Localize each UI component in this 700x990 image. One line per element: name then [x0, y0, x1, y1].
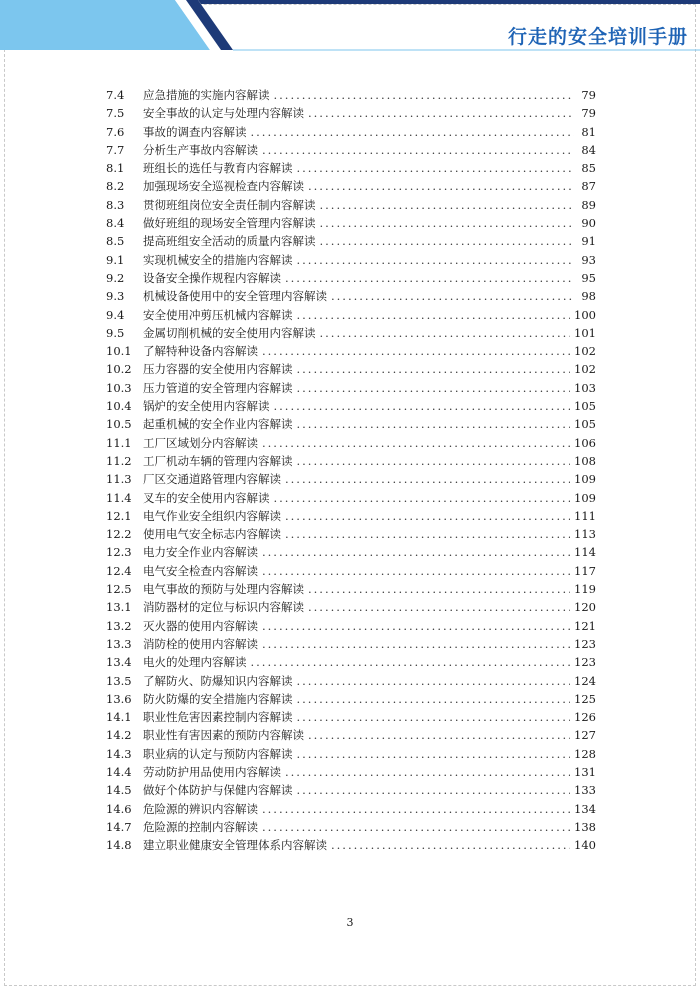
- toc-entry-page: 108: [574, 453, 596, 468]
- toc-entry-page: 95: [581, 270, 596, 285]
- toc-entry-title: 电火的处理内容解读: [143, 655, 247, 670]
- toc-entry-page: 105: [574, 417, 596, 432]
- toc-entry-title: 班组长的选任与教育内容解读: [143, 161, 293, 176]
- toc-entry-number: 14.6: [106, 801, 132, 816]
- toc-entry-number: 13.3: [106, 636, 132, 651]
- toc-entry-title: 消防器材的定位与标识内容解读: [143, 600, 304, 615]
- toc-entry-number: 8.1: [106, 161, 125, 176]
- toc-entry-number: 10.4: [106, 399, 132, 414]
- toc-entry-title: 危险源的控制内容解读: [143, 819, 258, 834]
- toc-entry-page: 84: [581, 142, 596, 157]
- toc-entry-title: 建立职业健康安全管理体系内容解读: [143, 838, 327, 853]
- toc-entry-page: 111: [574, 508, 596, 523]
- toc-entry[interactable]: [106, 617, 596, 635]
- toc-entry-page: 101: [574, 325, 596, 340]
- toc-entry-number: 13.4: [106, 655, 132, 670]
- toc-entry-page: 120: [574, 600, 596, 615]
- toc-dot-leader: [262, 635, 570, 653]
- toc-entry[interactable]: [106, 763, 596, 781]
- toc-entry[interactable]: [106, 708, 596, 726]
- toc-entry-title: 贯彻班组岗位安全责任制内容解读: [143, 197, 316, 212]
- toc-entry-title: 设备安全操作规程内容解读: [143, 270, 281, 285]
- toc-entry-page: 90: [581, 216, 596, 231]
- toc-entry-number: 7.7: [106, 142, 125, 157]
- toc-dot-leader: [262, 543, 570, 561]
- toc-entry-page: 117: [574, 563, 596, 578]
- toc-entry-page: 89: [581, 197, 596, 212]
- toc-dot-leader: [274, 489, 571, 507]
- toc-entry-page: 109: [574, 472, 596, 487]
- toc-entry[interactable]: [106, 653, 596, 671]
- toc-entry-number: 14.4: [106, 764, 132, 779]
- toc-entry-title: 压力管道的安全管理内容解读: [143, 380, 293, 395]
- toc-entry[interactable]: [106, 800, 596, 818]
- toc-dot-leader: [308, 104, 574, 122]
- toc-entry-page: 113: [574, 527, 596, 542]
- toc-entry[interactable]: [106, 342, 596, 360]
- toc-entry[interactable]: [106, 836, 596, 854]
- toc-entry-number: 12.1: [106, 508, 132, 523]
- toc-entry-title: 电气事故的预防与处理内容解读: [143, 582, 304, 597]
- toc-dot-leader: [285, 470, 570, 488]
- toc-dot-leader: [308, 177, 574, 195]
- toc-entry-title: 电力安全作业内容解读: [143, 545, 258, 560]
- toc-entry-page: 91: [581, 234, 596, 249]
- toc-entry[interactable]: [106, 580, 596, 598]
- toc-entry[interactable]: [106, 141, 596, 159]
- toc-entry-title: 劳动防护用品使用内容解读: [143, 764, 281, 779]
- toc-entry[interactable]: [106, 672, 596, 690]
- toc-entry[interactable]: [106, 379, 596, 397]
- toc-dot-leader: [331, 287, 574, 305]
- toc-entry-number: 8.2: [106, 179, 125, 194]
- toc-dot-leader: [285, 763, 570, 781]
- toc-entry-title: 灭火器的使用内容解读: [143, 618, 258, 633]
- toc-entry-page: 98: [581, 289, 596, 304]
- toc-dot-leader: [262, 342, 570, 360]
- toc-entry-title: 职业性危害因素控制内容解读: [143, 710, 293, 725]
- toc-dot-leader: [251, 123, 575, 141]
- toc-entry-page: 140: [574, 838, 596, 853]
- toc-entry-title: 工厂机动车辆的管理内容解读: [143, 453, 293, 468]
- toc-dot-leader: [262, 434, 570, 452]
- toc-entry-number: 10.5: [106, 417, 132, 432]
- toc-dot-leader: [262, 818, 570, 836]
- toc-entry-page: 79: [581, 88, 596, 102]
- toc-dot-leader: [297, 251, 575, 269]
- toc-dot-leader: [297, 360, 571, 378]
- table-of-contents: [106, 86, 596, 854]
- toc-entry-title: 工厂区域划分内容解读: [143, 435, 258, 450]
- toc-entry-title: 锅炉的安全使用内容解读: [143, 399, 270, 414]
- toc-dot-leader: [297, 672, 571, 690]
- toc-dot-leader: [274, 86, 575, 104]
- toc-entry-number: 10.3: [106, 380, 132, 395]
- toc-dot-leader: [331, 836, 570, 854]
- toc-entry-number: 10.2: [106, 362, 132, 377]
- toc-entry[interactable]: [106, 507, 596, 525]
- toc-entry-number: 11.4: [106, 490, 132, 505]
- toc-entry-title: 机械设备使用中的安全管理内容解读: [143, 289, 327, 304]
- toc-entry-number: 12.5: [106, 582, 132, 597]
- toc-entry[interactable]: [106, 324, 596, 342]
- toc-entry-title: 分析生产事故内容解读: [143, 142, 258, 157]
- toc-dot-leader: [285, 269, 574, 287]
- toc-entry-number: 12.4: [106, 563, 132, 578]
- toc-entry-number: 9.1: [106, 252, 125, 267]
- toc-entry[interactable]: [106, 543, 596, 561]
- toc-entry-title: 事故的调查内容解读: [143, 124, 247, 139]
- toc-entry-title: 防火防爆的安全措施内容解读: [143, 691, 293, 706]
- toc-entry-number: 12.2: [106, 527, 132, 542]
- toc-entry-title: 了解特种设备内容解读: [143, 344, 258, 359]
- toc-entry-title: 消防栓的使用内容解读: [143, 636, 258, 651]
- toc-entry[interactable]: [106, 269, 596, 287]
- toc-entry-number: 10.1: [106, 344, 132, 359]
- toc-entry-number: 14.1: [106, 710, 132, 725]
- toc-entry-page: 102: [574, 344, 596, 359]
- toc-entry[interactable]: [106, 306, 596, 324]
- toc-entry-number: 7.6: [106, 124, 125, 139]
- toc-entry[interactable]: [106, 232, 596, 250]
- toc-entry-page: 105: [574, 399, 596, 414]
- toc-dot-leader: [297, 745, 571, 763]
- toc-entry-title: 做好班组的现场安全管理内容解读: [143, 216, 316, 231]
- toc-entry-number: 14.2: [106, 728, 132, 743]
- toc-entry-number: 14.5: [106, 783, 132, 798]
- toc-entry-number: 11.2: [106, 453, 132, 468]
- toc-entry[interactable]: [106, 123, 596, 141]
- toc-entry-page: 133: [574, 783, 596, 798]
- toc-entry-page: 102: [574, 362, 596, 377]
- toc-entry-title: 金属切削机械的安全使用内容解读: [143, 325, 316, 340]
- toc-entry-number: 9.3: [106, 289, 125, 304]
- toc-dot-leader: [308, 726, 570, 744]
- toc-entry-page: 114: [574, 545, 596, 560]
- toc-dot-leader: [320, 214, 575, 232]
- toc-entry[interactable]: [106, 726, 596, 744]
- toc-dot-leader: [297, 781, 571, 799]
- toc-entry-number: 9.2: [106, 270, 125, 285]
- toc-entry-page: 81: [581, 124, 596, 139]
- toc-entry-title: 安全事故的认定与处理内容解读: [143, 106, 304, 121]
- toc-entry[interactable]: [106, 104, 596, 122]
- toc-entry-page: 109: [574, 490, 596, 505]
- toc-entry-number: 7.5: [106, 106, 125, 121]
- toc-dot-leader: [262, 562, 570, 580]
- toc-entry[interactable]: [106, 489, 596, 507]
- toc-dot-leader: [297, 708, 571, 726]
- toc-dot-leader: [308, 580, 570, 598]
- toc-entry[interactable]: [106, 745, 596, 763]
- toc-dot-leader: [297, 690, 571, 708]
- toc-entry-page: 93: [581, 252, 596, 267]
- toc-entry-page: 126: [574, 710, 596, 725]
- toc-entry-title: 压力容器的安全使用内容解读: [143, 362, 293, 377]
- toc-entry[interactable]: [106, 397, 596, 415]
- toc-entry-title: 叉车的安全使用内容解读: [143, 490, 270, 505]
- toc-entry[interactable]: [106, 452, 596, 470]
- toc-entry-number: 7.4: [106, 88, 125, 102]
- toc-entry-page: 124: [574, 673, 596, 688]
- toc-dot-leader: [320, 196, 575, 214]
- toc-entry[interactable]: [106, 287, 596, 305]
- page-number: 3: [346, 916, 354, 929]
- toc-entry-number: 11.1: [106, 435, 132, 450]
- toc-entry-number: 9.5: [106, 325, 125, 340]
- toc-dot-leader: [297, 159, 575, 177]
- toc-entry-page: 138: [574, 819, 596, 834]
- toc-entry-number: 14.8: [106, 838, 132, 853]
- toc-entry-page: 121: [574, 618, 596, 633]
- header-title: 行走的安全培训手册: [507, 26, 688, 48]
- toc-entry[interactable]: [106, 415, 596, 433]
- toc-entry-number: 8.4: [106, 216, 125, 231]
- toc-entry[interactable]: [106, 562, 596, 580]
- toc-entry[interactable]: [106, 635, 596, 653]
- toc-entry-number: 14.7: [106, 819, 132, 834]
- toc-entry[interactable]: [106, 818, 596, 836]
- page-header: [0, 0, 700, 60]
- toc-entry-page: 119: [574, 582, 596, 597]
- toc-entry-page: 128: [574, 746, 596, 761]
- toc-entry-title: 使用电气安全标志内容解读: [143, 527, 281, 542]
- toc-entry-number: 13.6: [106, 691, 132, 706]
- toc-entry-title: 危险源的辨识内容解读: [143, 801, 258, 816]
- toc-entry[interactable]: [106, 360, 596, 378]
- toc-entry-number: 8.3: [106, 197, 125, 212]
- toc-entry[interactable]: [106, 690, 596, 708]
- toc-entry-number: 9.4: [106, 307, 125, 322]
- toc-entry-title: 厂区交通道路管理内容解读: [143, 472, 281, 487]
- toc-entry-title: 起重机械的安全作业内容解读: [143, 417, 293, 432]
- toc-entry-page: 125: [574, 691, 596, 706]
- toc-entry-title: 加强现场安全巡视检查内容解读: [143, 179, 304, 194]
- toc-entry[interactable]: [106, 177, 596, 195]
- toc-entry-title: 实现机械安全的措施内容解读: [143, 252, 293, 267]
- toc-entry-page: 106: [574, 435, 596, 450]
- toc-entry-number: 11.3: [106, 472, 132, 487]
- toc-entry[interactable]: [106, 598, 596, 616]
- toc-dot-leader: [297, 306, 571, 324]
- toc-entry[interactable]: [106, 86, 596, 104]
- toc-entry-number: 13.5: [106, 673, 132, 688]
- toc-entry-page: 123: [574, 636, 596, 651]
- toc-entry-number: 13.2: [106, 618, 132, 633]
- toc-entry-page: 100: [574, 307, 596, 322]
- toc-entry-number: 14.3: [106, 746, 132, 761]
- toc-entry-title: 做好个体防护与保健内容解读: [143, 783, 293, 798]
- toc-entry-page: 131: [574, 764, 596, 779]
- toc-dot-leader: [274, 397, 571, 415]
- toc-entry-title: 安全使用冲剪压机械内容解读: [143, 307, 293, 322]
- toc-dot-leader: [320, 232, 575, 250]
- toc-dot-leader: [262, 617, 570, 635]
- toc-entry[interactable]: [106, 159, 596, 177]
- toc-entry-number: 13.1: [106, 600, 132, 615]
- toc-entry-number: 12.3: [106, 545, 132, 560]
- toc-dot-leader: [262, 800, 570, 818]
- toc-entry-title: 职业性有害因素的预防内容解读: [143, 728, 304, 743]
- toc-entry-title: 应急措施的实施内容解读: [143, 88, 270, 102]
- toc-entry-page: 127: [574, 728, 596, 743]
- toc-entry-title: 电气安全检查内容解读: [143, 563, 258, 578]
- toc-entry[interactable]: [106, 434, 596, 452]
- toc-entry-title: 提高班组安全活动的质量内容解读: [143, 234, 316, 249]
- toc-dot-leader: [297, 379, 571, 397]
- toc-entry-number: 8.5: [106, 234, 125, 249]
- toc-entry[interactable]: [106, 781, 596, 799]
- toc-entry-title: 了解防火、防爆知识内容解读: [143, 673, 293, 688]
- toc-dot-leader: [297, 415, 571, 433]
- toc-entry-page: 87: [581, 179, 596, 194]
- toc-entry[interactable]: [106, 196, 596, 214]
- toc-dot-leader: [285, 507, 570, 525]
- toc-entry-page: 123: [574, 655, 596, 670]
- toc-dot-leader: [251, 653, 571, 671]
- toc-dot-leader: [262, 141, 574, 159]
- toc-entry-title: 职业病的认定与预防内容解读: [143, 746, 293, 761]
- toc-entry[interactable]: [106, 470, 596, 488]
- toc-dot-leader: [308, 598, 570, 616]
- toc-entry[interactable]: [106, 251, 596, 269]
- toc-dot-leader: [297, 452, 571, 470]
- toc-dot-leader: [320, 324, 571, 342]
- toc-entry-page: 134: [574, 801, 596, 816]
- toc-entry[interactable]: [106, 525, 596, 543]
- toc-entry-page: 103: [574, 380, 596, 395]
- toc-entry-title: 电气作业安全组织内容解读: [143, 508, 281, 523]
- toc-entry-page: 79: [581, 106, 596, 121]
- toc-dot-leader: [285, 525, 570, 543]
- toc-entry-page: 85: [581, 161, 596, 176]
- toc-entry[interactable]: [106, 214, 596, 232]
